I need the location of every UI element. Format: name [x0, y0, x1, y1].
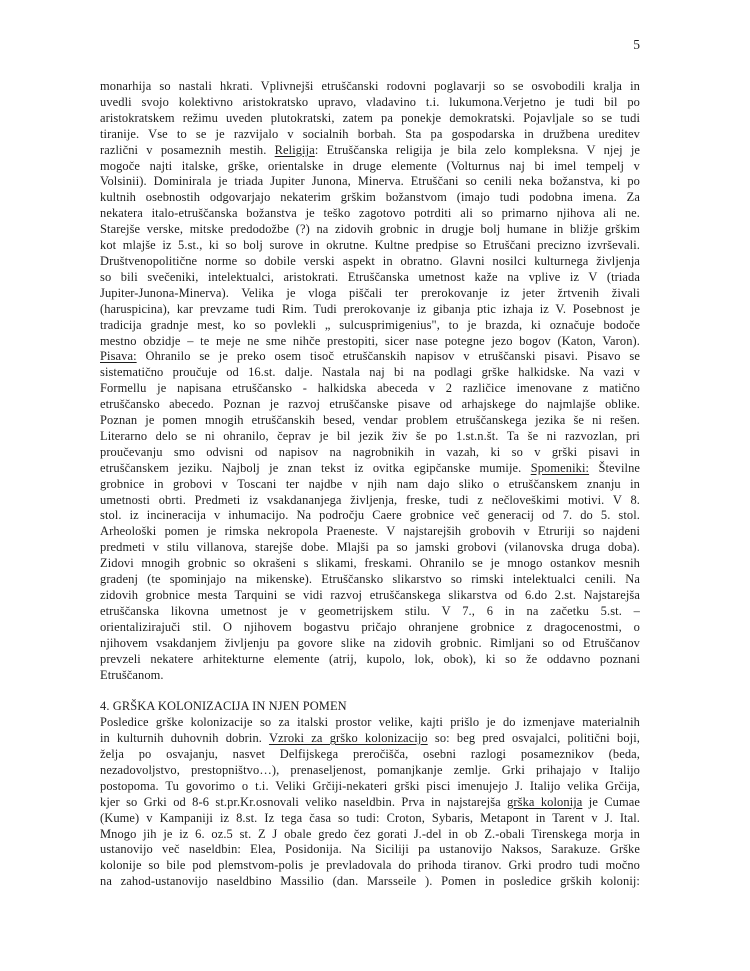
text-line: etruščanskem jeziku. Najbolj je znan tekst iz ovitka egipčanske mumije. Spomeniki: Številne	[100, 460, 641, 475]
text-line: Društvenopolitične norme so dobile verski aspekt in obratno. Glavni nosilci kulturnega življenja	[100, 253, 640, 268]
paragraph-spacer	[100, 683, 640, 699]
text-line: želja po osvajanju, nasvet Delfijskega preročišča, osebni razlogi posameznikov (beda,	[100, 747, 640, 762]
text-line: in kulturnih duhovnih dobrin. Vzroki za grško kolonizacijo so: beg pred osvajalci, politični boji,	[100, 731, 640, 746]
text-line: umetnosti obrti. Predmeti iz vsakdananjega življenja, freske, tudi z nečloveškimi motivi. V 8.	[100, 492, 640, 507]
text-line: kjer so Grki od 8-6 st.pr.Kr.osnovali veliko naseldbin. Prva in najstarejša grška kolonija je Cumae	[100, 794, 641, 809]
text-line: monarhija so nastali hkrati. Vplivnejši etruščanski rodovni poglavarji so se osvobodili kralja in	[100, 79, 640, 93]
text-line: Pisava: Ohranilo se je preko osem tisoč etruščanskih napisov v etruščanski pisavi. Pisavo se	[100, 349, 640, 364]
text-line: etruščansko abecedo. Poznan je razvoj etruščanske pisave od arhajskege do najmlajše oblike.	[100, 397, 640, 412]
text-line: predmeti v stilu villanova, starejše dobe. Mlajši pa so jamski grobovi (vilanovska druga doba).	[100, 540, 640, 555]
text-line: proučevanju smo odvisni od napisov na nagrobnikih in vazah, ki so v grški pisavi in	[100, 444, 640, 459]
text-line: prevzeli nekatere arhitekturne elemente (atrij, kupolo, lok, obok), ki so že oddavno poznani	[100, 651, 640, 666]
text-line: Mnogo jih je iz 6. oz.5 st. Z J obale gredo čez gorati J.-del in ob Z.-obali Tirenskega morja in	[100, 826, 640, 841]
text-line: etruščanska likovna umetnost je v geometrijskem stilu. V 7., 6 in na začetku 5.st. –	[100, 603, 640, 618]
text-line: (Kume) v Kampaniji iz 8.st. Iz tega časa so tudi: Croton, Sybaris, Metapont in Tarent v J. Ital.	[100, 810, 640, 825]
text-line: Starejše verske, mitske predodožbe (?) na zidovih grobnic in drugje bolj humane in bližje grškim	[100, 222, 640, 237]
text-line: različni v posameznih mestih. Religija: Etruščanska religija je bila zelo kompleksna. V njej je	[100, 142, 641, 157]
text-line: Volsinii). Dominirala je triada Jupiter Junona, Minerva. Etruščani so cenili neka božanstva, ki po	[100, 174, 640, 189]
text-line: Literarno delo se ni ohranilo, čeprav je bil jezik živ še po 1.st.n.št. Ta še ni razvozlan, pri	[100, 428, 640, 443]
text-line: kultnih osebnostih odgovarjajo nekaterim grškim božanstvom (imajo tudi podobna imena. Za	[100, 190, 640, 205]
text-line: sistematično proučuje od 16.st. dalje. Nastala naj bi na podlagi grške halkidske. Na vazi v	[100, 365, 640, 380]
text-line: njihovem vsakdanjem življenju pa govore slike na zidovih grobnic. Rimljani so od Etruščanov	[100, 635, 640, 650]
text-line: grobnice in grobovi v Toscani ter najdbe v njih nam dajo sliko o etruščanskem znanju in	[100, 476, 640, 491]
text-line: mogoče najti italske, grške, orientalske in druge elemente (Volturnus naj bi imel tempelj v	[100, 158, 640, 173]
text-line: Posledice grške kolonizacije so za italski prostor velike, kajti prišlo je do izmenjave materialnih	[100, 715, 640, 730]
text-line: kolonije so bile pod plemstvom-polis je prevladovala do prihoda tiranov. Grki prodro tudi močno	[100, 858, 640, 873]
section-heading: 4. GRŠKA KOLONIZACIJA IN NJEN POMEN	[100, 699, 347, 714]
text-line: Zidovi mnogih grobnic so okrašeni s slikami, freskami. Ohranilo se je mnogo ostankov mesnih	[100, 556, 640, 571]
text-line: nekatera italo-etruščanska božanstva je teško zagotovo potrditi ali so primarno njihova ali ne.	[100, 206, 640, 221]
text-line: kot mlajše iz 5.st., ki so bolj surove in okrutne. Kultne predpise so Etruščani precizno izvrševali.	[100, 238, 640, 253]
underlined-term: Religija	[274, 142, 315, 157]
text-line: postopoma. Tu govorimo o t.i. Veliki Grčiji-nekateri grški pisci imenujejo J. Italijo velika Grčija,	[100, 778, 640, 793]
text-line: zidovih grobnice mesta Tarquini se vidi razvoj etruščanskega slikarstva od 6.do 2.st. Najstarejša	[100, 588, 640, 602]
underlined-term: grška kolonija	[507, 794, 583, 809]
text-line: Poznan je pomen mnogih etruščanskih besed, vendar problem etruščanskega jezika še ni rešen.	[100, 413, 640, 428]
text-line: Jupiter-Junona-Minerva). Velika je vloga piščali ter prerokovanje iz jeter žrtvenih živali	[100, 285, 640, 300]
text-line: Arheološki pomen je rimska nekropola Praeneste. V najstarejših grobovih v Etruriji so najdeni	[100, 524, 640, 539]
text-line: so bili svečeniki, intelektualci, aristokrati. Etruščanska umetnost kaže na vplive iz V (triada	[100, 269, 640, 284]
text-line: aristokratskem režimu uveden plutokratski, zatem pa ponekje demokratski. Pojavljale so se tudi	[100, 110, 640, 125]
text-line: mestno obzidje – te meje ne sme nihče prestopiti, sicer nase potegne jezo bogov (Katon, Varon).	[100, 333, 640, 348]
page-body	[100, 79, 640, 890]
text-line: nezadovoljstvo, prestopništvo…), prenaseljenost, pomanjkanje zemlje. Grki prihajajo v Italijo	[100, 762, 640, 777]
underlined-term: Pisava:	[100, 349, 137, 364]
text-line: gradenj (te spominjajo na mikenske). Etruščansko slikarstvo so rimski intelektualci cenili. Na	[100, 572, 640, 587]
text-line: na zahod-ustanovijo naseldbino Massilio (dan. Marsseile ). Pomen in posledice grških kolonij:	[100, 874, 640, 889]
text-line: orientalizirajuči stil. O njihovem bogastvu pričajo ohranjene grobnice z dragocenostmi, o	[100, 619, 640, 634]
underlined-term: Vzroki za grško kolonizacijo	[268, 731, 428, 746]
underlined-term: Spomeniki:	[530, 460, 590, 475]
text-line: tradicija gradnje mest, ko so povlekli „ sulcusprimigenius", to je brazda, ki označuje bodoče	[100, 317, 640, 332]
text-line: tiranije. Vse to se je razvijalo v socialnih borbah. Sta pa gospodarska in družbena ureditev	[100, 126, 640, 141]
text-line: (haruspicina), kar prevzame tudi Rim. Tudi prerokovanje iz gibanja ptic izhaja iz V. Posebnost je	[100, 301, 640, 316]
text-line: ustanovijo več naseldbin: Elea, Posidonija. Na Siciliji pa ustanovijo Naksos, Sarakuze. Grške	[100, 842, 640, 857]
text-line: stol. iz incineracija v inhumacijo. Na področju Caere grobnice več generacij od 7. do 5. stol.	[100, 508, 640, 523]
text-line: uvedli svojo kolektivno aristokratsko upravo, vladavino t.i. lukumona.Verjetno je tudi bil po	[100, 94, 640, 109]
text-line: Etruščanom.	[100, 667, 164, 682]
text-line: Formellu je napisana etruščansko - halkidska abeceda v 2 različice imenovane z matično	[100, 381, 640, 396]
page-number: 5	[633, 37, 640, 52]
